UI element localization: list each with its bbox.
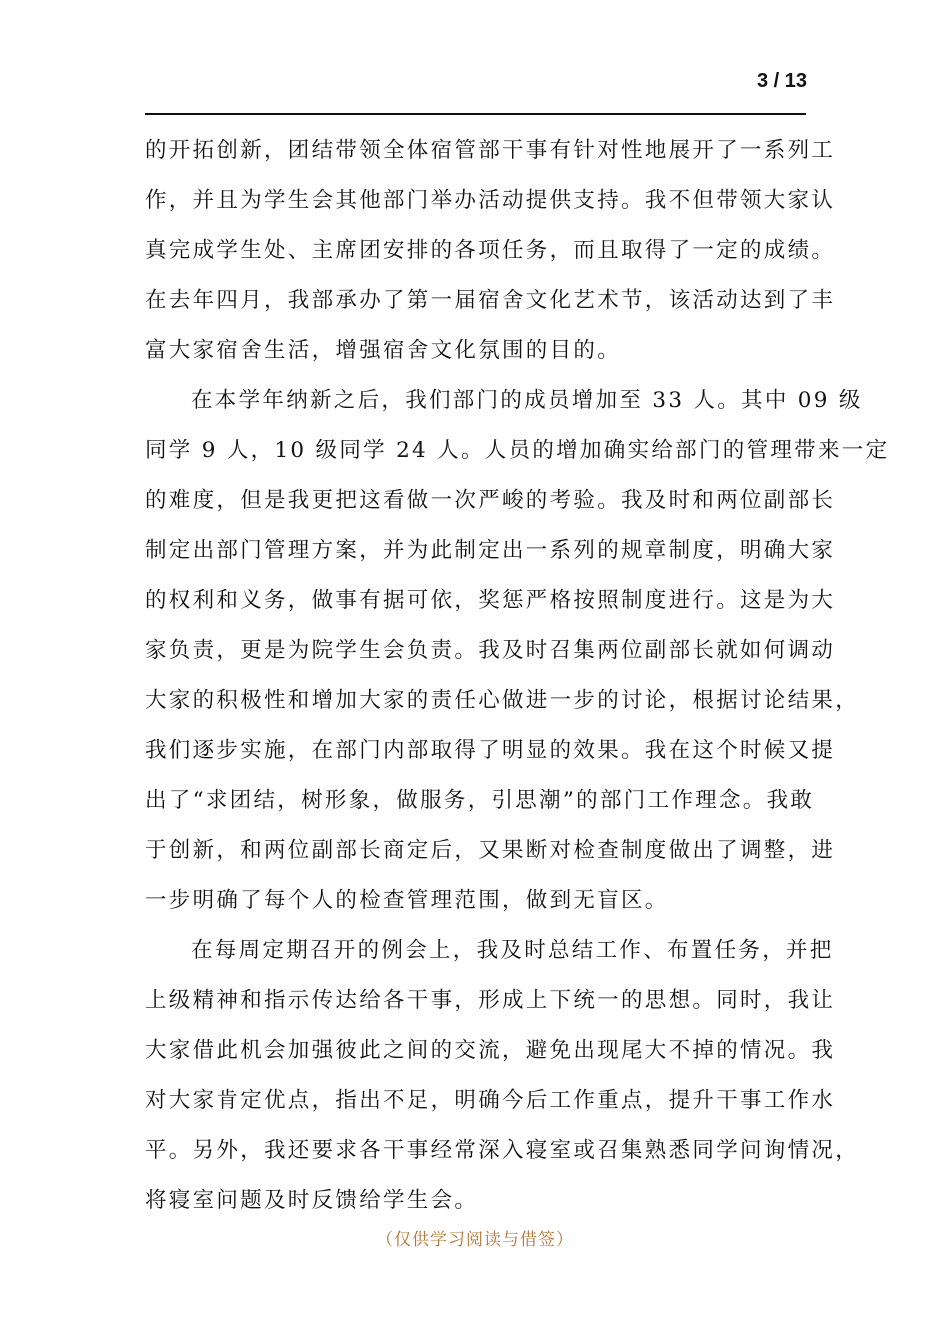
body-line: 平。另外，我还要求各干事经常深入寝室或召集熟悉同学问询情况， <box>145 1138 860 1163</box>
body-line: 于创新，和两位副部长商定后，又果断对检查制度做出了调整，进 <box>145 838 836 863</box>
document-body <box>145 126 890 1226</box>
body-line: 大家借此机会加强彼此之间的交流，避免出现尾大不掉的情况。我 <box>145 1038 836 1063</box>
header-divider <box>145 113 806 115</box>
body-line: 一步明确了每个人的检查管理范围，做到无盲区。 <box>145 888 669 913</box>
body-line: 家负责，更是为院学生会负责。我及时召集两位副部长就如何调动 <box>145 638 836 663</box>
body-line: 将寝室问题及时反馈给学生会。 <box>145 1188 479 1213</box>
body-line: 上级精神和指示传达给各干事，形成上下统一的思想。同时，我让 <box>145 988 836 1013</box>
footer-disclaimer: （仅供学习阅读与借签） <box>376 1230 574 1250</box>
body-line: 我们逐步实施，在部门内部取得了明显的效果。我在这个时候又提 <box>145 738 836 763</box>
body-line: 在去年四月，我部承办了第一届宿舍文化艺术节，该活动达到了丰 <box>145 288 836 313</box>
body-line: 作，并且为学生会其他部门举办活动提供支持。我不但带领大家认 <box>145 188 836 213</box>
body-line: 的权利和义务，做事有据可依，奖惩严格按照制度进行。这是为大 <box>145 588 836 613</box>
body-line: 大家的积极性和增加大家的责任心做进一步的讨论，根据讨论结果， <box>145 688 860 713</box>
body-line: 的开拓创新，团结带领全体宿管部干事有针对性地展开了一系列工 <box>145 138 836 163</box>
body-line: 真完成学生处、主席团安排的各项任务，而且取得了一定的成绩。 <box>145 238 836 263</box>
body-line: 制定出部门管理方案，并为此制定出一系列的规章制度，明确大家 <box>145 538 836 563</box>
body-line: 的难度，但是我更把这看做一次严峻的考验。我及时和两位副部长 <box>145 488 836 513</box>
paragraph-first-line: 在每周定期召开的例会上，我及时总结工作、布置任务，并把 <box>191 938 834 963</box>
body-line: 出了“求团结，树形象，做服务，引思潮”的部门工作理念。我敢 <box>145 788 815 813</box>
body-line: 对大家肯定优点，指出不足，明确今后工作重点，提升干事工作水 <box>145 1088 836 1113</box>
paragraph-first-line: 在本学年纳新之后，我们部门的成员增加至 33 人。其中 09 级 <box>191 388 863 413</box>
body-line: 同学 9 人，10 级同学 24 人。人员的增加确实给部门的管理带来一定 <box>145 438 890 463</box>
page-number: 3 / 13 <box>756 70 807 92</box>
body-line: 富大家宿舍生活，增强宿舍文化氛围的目的。 <box>145 338 622 363</box>
